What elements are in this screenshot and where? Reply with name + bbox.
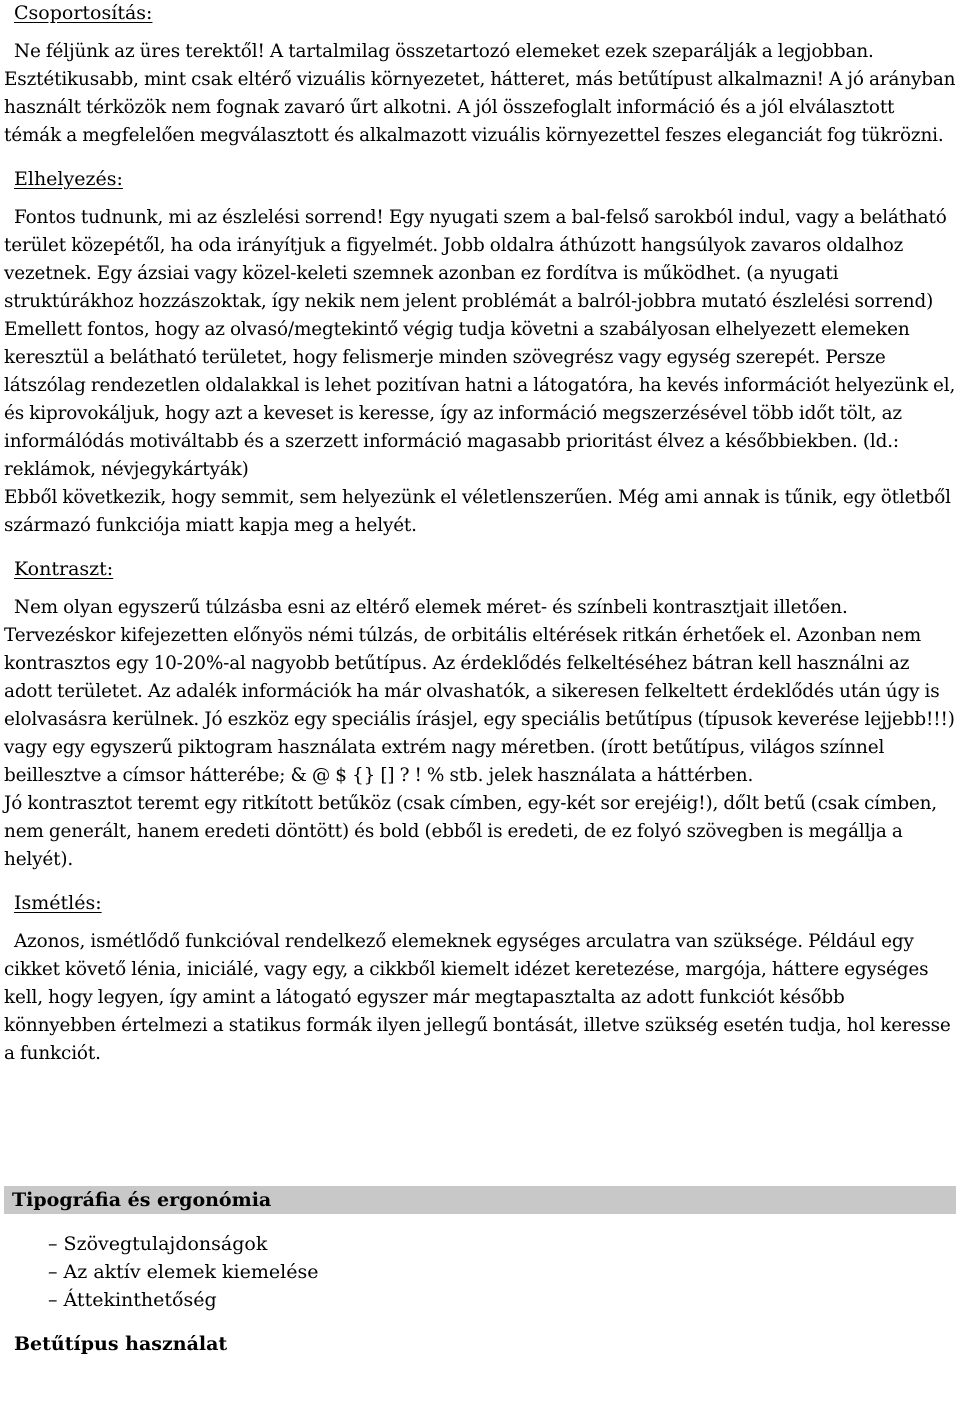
section-heading: Kontraszt: — [14, 558, 114, 580]
section-heading: Csoportosítás: — [14, 2, 153, 24]
section-paragraph: Fontos tudnunk, mi az észlelési sorrend! Egy nyugati szem a bal-felső sarokból indul, vagy a belátható terület közepétől, ha oda irányítjuk a figyelmét. Jobb oldalra áthúzott hangsúlyok zavaros oldalhoz vezetnek. Egy ázsiai vagy közel-keleti szemnek azonban ez fordítva is működhet. (a nyugati struktúrákhoz hozzászoktak, így nekik nem jelent problémát a balról-jobbra mutató észlelési sorrend) — [4, 207, 947, 312]
list-item: – Áttekinthetőség — [48, 1286, 956, 1314]
section-kontraszt — [4, 556, 956, 874]
section-elhelyezes — [4, 166, 956, 540]
subsection-heading: Betűtípus használat — [14, 1333, 228, 1355]
list-item: – Szövegtulajdonságok — [48, 1230, 956, 1258]
section-ismetles — [4, 890, 956, 1068]
chapter-topic-list — [4, 1230, 956, 1314]
section-paragraph: Nem olyan egyszerű túlzásba esni az eltérő elemek méret- és színbeli kontrasztjait illetően. Tervezéskor kifejezetten előnyös némi túlzás, de orbitális eltérések ritkán érhetőek el. Azonban nem kontrasztos egy 10-20%-al nagyobb betűtípus. Az érdeklődés felkeltéséhez bátran kell használni az adott területet. Az adalék információk ha már olvashatók, a sikeresen felkeltett érdeklődés után úgy is elolvasásra kerülnek. Jó eszköz egy speciális írásjel, egy speciális betűtípus (típusok keverése lejjebb!!!) vagy egy egyszerű piktogram használata extrém nagy méretben. (írott betűtípus, világos színnel beillesztve a címsor hátterébe; & @ $ {} [] ? ! % stb. jelek használata a háttérben. — [4, 597, 955, 786]
list-item: – Az aktív elemek kiemelése — [48, 1258, 956, 1286]
section-paragraph: Ne féljünk az üres terektől! A tartalmilag összetartozó elemeket ezek szeparálják a legjobban. Esztétikusabb, mint csak eltérő vizuális környezetet, hátteret, más betűtípust alkalmazni! A jó arányban használt térközök nem fognak zavaró űrt alkotni. A jól összefoglalt információ és a jól elválasztott témák a megfelelően megválasztott és alkalmazott vizuális környezettel feszes eleganciát fog tükrözni. — [4, 41, 956, 146]
section-heading: Ismétlés: — [14, 892, 102, 914]
section-csoportositas — [4, 0, 956, 150]
chapter-title-bar: Tipográfia és ergonómia — [4, 1186, 956, 1214]
section-paragraph: Emellett fontos, hogy az olvasó/megtekintő végig tudja követni a szabályosan elhelyezett elemeken keresztül a belátható területet, hogy felismerje minden szövegrész vagy egység szerepét. Persze látszólag rendezetlen oldalakkal is lehet pozitívan hatni a látogatóra, ha kevés információt helyezünk el, és kiprovokáljuk, hogy azt a keveset is keresse, így az információ megszerzésével több időt tölt, az informálódás motiváltabb és a szerzett információ magasabb prioritást élvez a későbbiekben. (ld.: reklámok, névjegykártyák) — [4, 319, 956, 480]
section-paragraph: Azonos, ismétlődő funkcióval rendelkező elemeknek egységes arculatra van szüksége. Például egy cikket követő lénia, iniciálé, vagy egy, a cikkből kiemelt idézet keretezése, margója, háttere egységes kell, hogy legyen, így amint a látogató egyszer már megtapasztalta az adott funkciót később könnyebben értelmezi a statikus formák ilyen jellegű bontását, illetve szükség esetén tudja, hol keresse a funkciót. — [4, 931, 951, 1064]
section-heading: Elhelyezés: — [14, 168, 123, 190]
section-paragraph: Jó kontrasztot teremt egy ritkított betűköz (csak címben, egy-két sor erejéig!), dőlt betű (csak címben, nem generált, hanem eredeti döntött) és bold (ebből is eredeti, de ez folyó szövegben is megállja a helyét). — [4, 793, 937, 870]
section-paragraph: Ebből következik, hogy semmit, sem helyezünk el véletlenszerűen. Még ami annak is tűnik, egy ötletből származó funkciója miatt kapja meg a helyét. — [4, 487, 951, 536]
